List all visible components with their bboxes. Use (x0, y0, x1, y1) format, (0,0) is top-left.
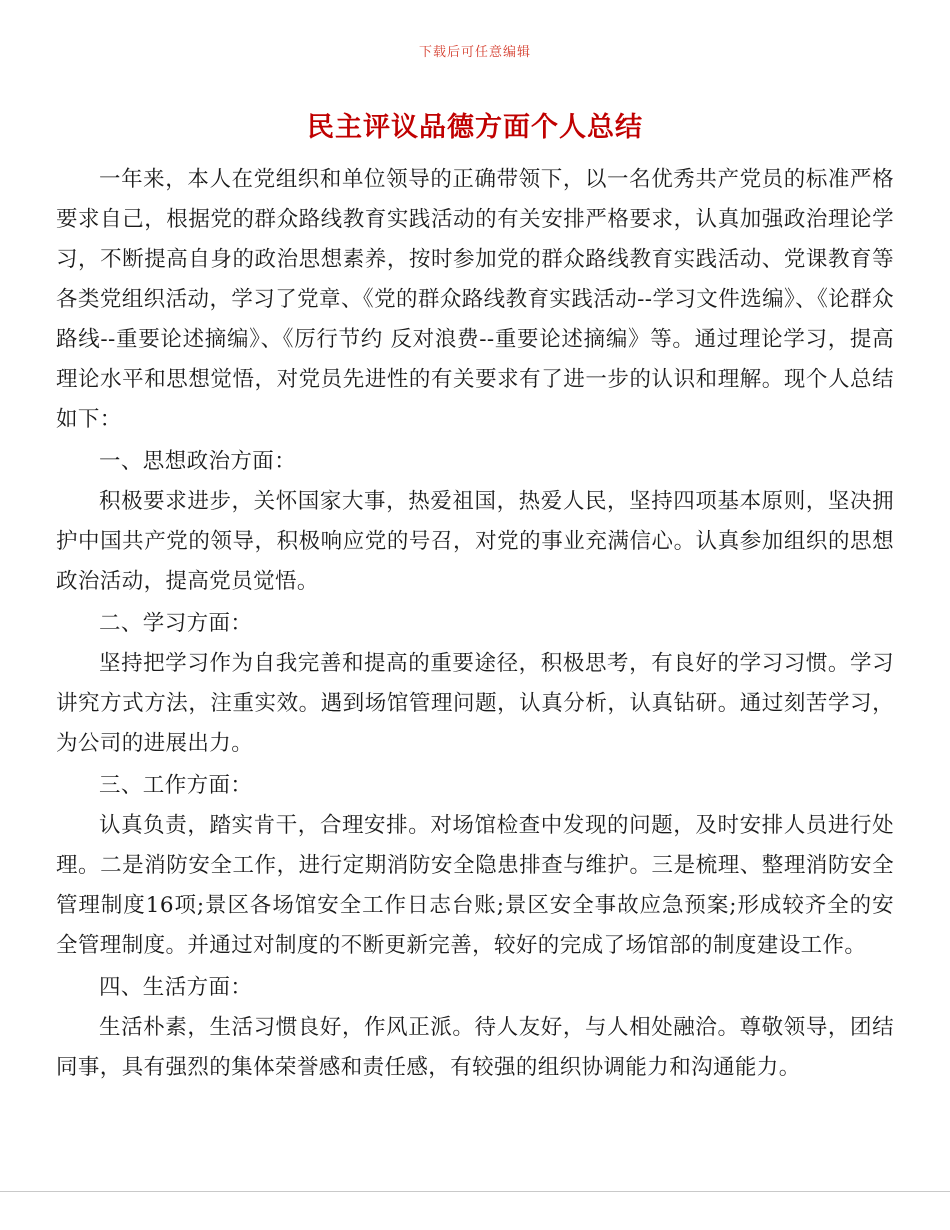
paragraph: 生活朴素，生活习惯良好，作风正派。待人友好，与人相处融洽。尊敬领导，团结同事，具有强烈的集体荣誉感和责任感，有较强的组织协调能力和沟通能力。 (56, 1015, 894, 1080)
section-heading-4: 四、生活方面： (99, 975, 253, 1000)
page-watermark: 下载后可任意编辑 (418, 45, 531, 60)
footer-divider (0, 1191, 950, 1192)
section-heading-2: 二、学习方面： (99, 611, 253, 636)
section-heading-3: 三、工作方面： (99, 773, 253, 798)
paragraph: 积极要求进步，关怀国家大事，热爱祖国，热爱人民，坚持四项基本原则，坚决拥护中国共产党的领导，积极响应党的号召，对党的事业充满信心。认真参加组织的思想政治活动，提高党员觉悟。 (56, 489, 894, 594)
paragraph: 坚持把学习作为自我完善和提高的重要途径，积极思考，有良好的学习习惯。学习讲究方式方法，注重实效。遇到场馆管理问题，认真分析，认真钻研。通过刻苦学习，为公司的进展出力。 (56, 651, 894, 756)
document-body (0, 160, 950, 1088)
section-heading-1: 一、思想政治方面： (99, 449, 297, 474)
paragraph: 一年来，本人在党组织和单位领导的正确带领下，以一名优秀共产党员的标准严格要求自己，根据党的群众路线教育实践活动的有关安排严格要求，认真加强政治理论学习，不断提高自身的政治思想素养，按时参加党的群众路线教育实践活动、党课教育等各类党组织活动，学习了党章、《党的群众路线教育实践活动--学习文件选编》、《论群众路线--重要论述摘编》、《厉行节约 反对浪费--重要论述摘编》等。通过理论学习，提高理论水平和思想觉悟，对党员先进性的有关要求有了进一步的认识和理解。现个人总结如下： (56, 167, 894, 432)
page-title: 民主评议品德方面个人总结 (307, 112, 643, 143)
paragraph: 认真负责，踏实肯干，合理安排。对场馆检查中发现的问题，及时安排人员进行处理。二是消防安全工作，进行定期消防安全隐患排查与维护。三是梳理、整理消防安全管理制度16项;景区各场馆安全工作日志台账;景区安全事故应急预案;形成较齐全的安全管理制度。并通过对制度的不断更新完善，较好的完成了场馆部的制度建设工作。 (56, 813, 894, 958)
